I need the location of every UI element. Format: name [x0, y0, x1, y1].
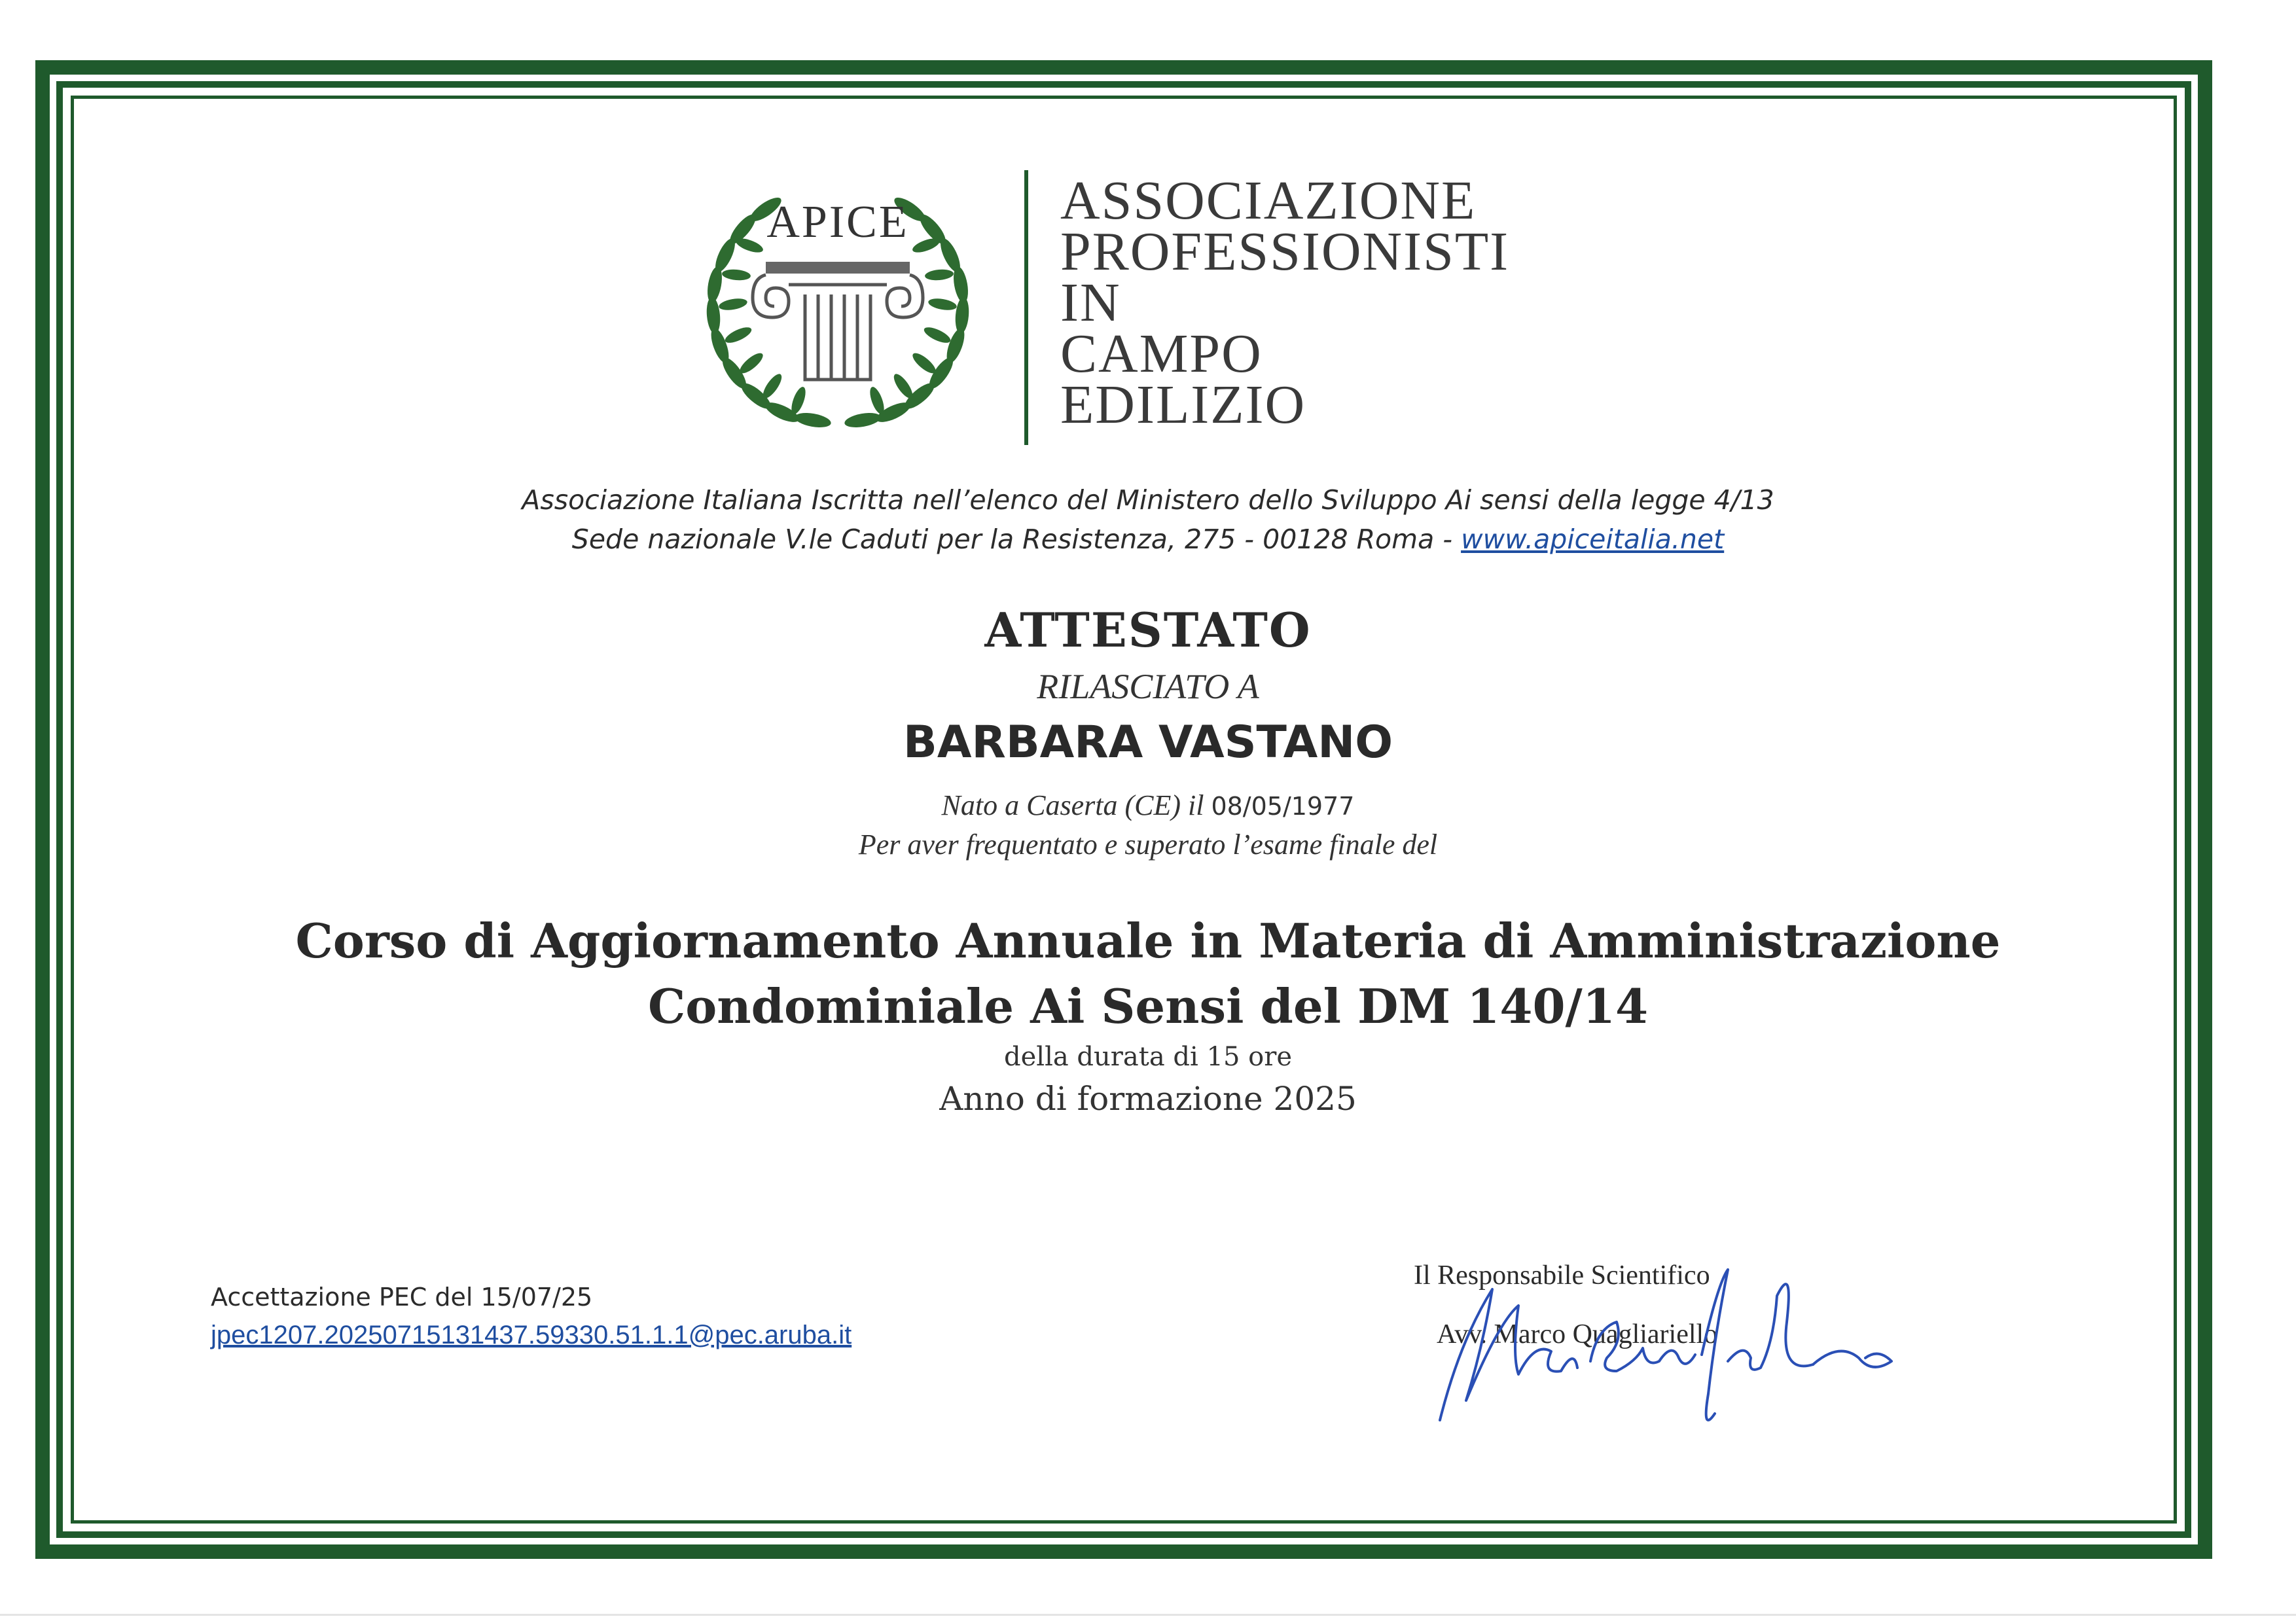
birth-info — [0, 789, 2296, 822]
association-address-line — [0, 524, 2296, 555]
attendance-statement: Per aver frequentato e superato l’esame finale del — [858, 829, 1438, 861]
logo-name-line: EDILIZIO — [1060, 374, 1306, 435]
birth-date: 08/05/1977 — [1211, 792, 1355, 821]
training-year: Anno di formazione 2025 — [939, 1080, 1357, 1118]
website-link[interactable]: www.apiceitalia.net — [1461, 524, 1725, 555]
column-icon — [753, 262, 923, 380]
signatory-title: Il Responsabile Scientifico — [1414, 1260, 1710, 1291]
logo-mark-text: APICE — [766, 197, 909, 247]
pec-acceptance-label: Accettazione PEC del 15/07/25 — [211, 1283, 593, 1311]
association-address: Sede nazionale V.le Caduti per la Resistenza, 275 - 00128 Roma - — [571, 524, 1462, 555]
certificate-subtitle: RILASCIATO A — [1037, 667, 1259, 706]
logo-name-line: ASSOCIAZIONE — [1060, 170, 1477, 231]
page-bottom-edge — [0, 1614, 2296, 1616]
association-registration-line: Associazione Italiana Iscritta nell’elenco del Ministero dello Sviluppo Ai sensi della legge 4/13 — [522, 484, 1774, 516]
apice-logo-emblem — [668, 164, 1008, 452]
logo-name-line: CAMPO — [1060, 323, 1263, 384]
course-title-line-1: Corso di Aggiornamento Annuale in Materia di Amministrazione — [295, 913, 2001, 969]
association-name-logo — [1060, 170, 1510, 435]
birth-place: Nato a Caserta (CE) il — [941, 789, 1211, 821]
pec-identifier-link[interactable]: jpec1207.20250715131437.59330.51.1.1@pec.aruba.it — [211, 1321, 852, 1349]
course-duration: della durata di 15 ore — [1004, 1042, 1292, 1072]
recipient-name: BARBARA VASTANO — [903, 717, 1393, 768]
logo-name-line: PROFESSIONISTI — [1060, 221, 1510, 282]
signatory-name: Avv. Marco Quagliariello — [1437, 1319, 1718, 1349]
course-title-line-2: Condominiale Ai Sensi del DM 140/14 — [647, 978, 1649, 1034]
handwritten-signature — [1420, 1243, 1944, 1440]
certificate-title: ATTESTATO — [984, 602, 1312, 658]
logo-divider — [1024, 170, 1028, 445]
logo-name-line: IN — [1060, 272, 1121, 333]
